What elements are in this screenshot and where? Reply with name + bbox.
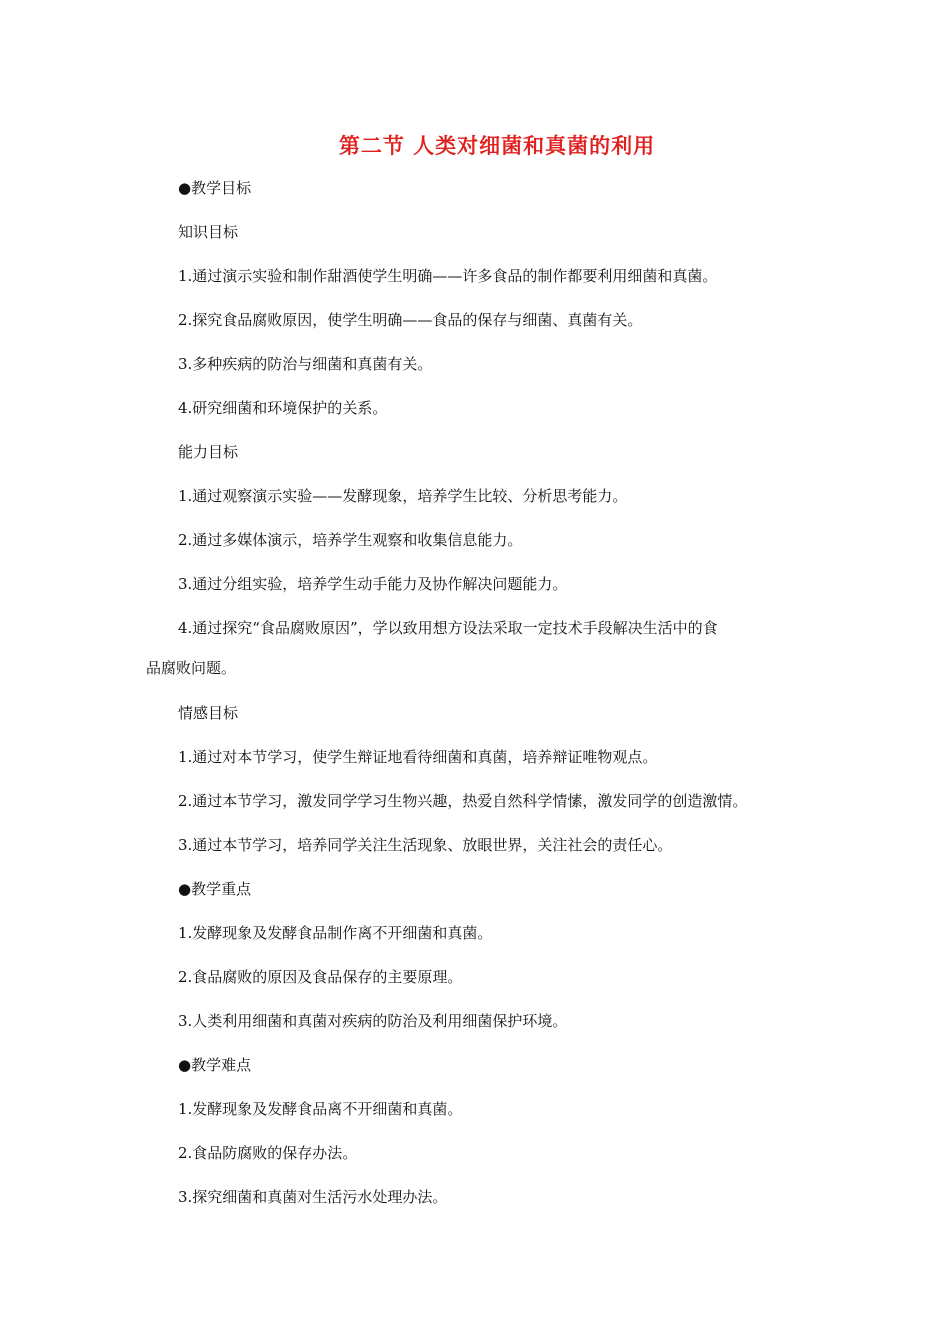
ability-item-4: 4.通过探究“食品腐败原因”，学以致用想方设法采取一定技术手段解决生活中的食 bbox=[178, 619, 718, 637]
subheading-knowledge-goals: 知识目标 bbox=[178, 223, 239, 241]
heading-difficult-points: ●教学难点 bbox=[178, 1056, 252, 1074]
difficult-point-2: 2.食品防腐败的保存办法。 bbox=[178, 1144, 358, 1162]
key-point-3: 3.人类利用细菌和真菌对疾病的防治及利用细菌保护环境。 bbox=[178, 1012, 568, 1030]
ability-item-4-continued: 品腐败问题。 bbox=[146, 659, 237, 677]
ability-item-2: 2.通过多媒体演示，培养学生观察和收集信息能力。 bbox=[178, 531, 523, 549]
page-title: 第二节 人类对细菌和真菌的利用 bbox=[338, 134, 656, 158]
subheading-emotion-goals: 情感目标 bbox=[178, 704, 239, 722]
knowledge-item-3: 3.多种疾病的防治与细菌和真菌有关。 bbox=[178, 355, 433, 373]
heading-key-points: ●教学重点 bbox=[178, 880, 252, 898]
ability-item-3: 3.通过分组实验，培养学生动手能力及协作解决问题能力。 bbox=[178, 575, 568, 593]
ability-item-1: 1.通过观察演示实验——发酵现象，培养学生比较、分析思考能力。 bbox=[178, 487, 628, 505]
emotion-item-3: 3.通过本节学习，培养同学关注生活现象、放眼世界，关注社会的责任心。 bbox=[178, 836, 673, 854]
key-point-1: 1.发酵现象及发酵食品制作离不开细菌和真菌。 bbox=[178, 924, 493, 942]
subheading-ability-goals: 能力目标 bbox=[178, 443, 239, 461]
difficult-point-1: 1.发酵现象及发酵食品离不开细菌和真菌。 bbox=[178, 1100, 463, 1118]
knowledge-item-2: 2.探究食品腐败原因，使学生明确——食品的保存与细菌、真菌有关。 bbox=[178, 311, 643, 329]
knowledge-item-1: 1.通过演示实验和制作甜酒使学生明确——许多食品的制作都要利用细菌和真菌。 bbox=[178, 267, 718, 285]
key-point-2: 2.食品腐败的原因及食品保存的主要原理。 bbox=[178, 968, 463, 986]
knowledge-item-4: 4.研究细菌和环境保护的关系。 bbox=[178, 399, 388, 417]
heading-teaching-goals: ●教学目标 bbox=[178, 179, 252, 197]
emotion-item-2: 2.通过本节学习，激发同学学习生物兴趣，热爱自然科学情愫，激发同学的创造激情。 bbox=[178, 792, 748, 810]
difficult-point-3: 3.探究细菌和真菌对生活污水处理办法。 bbox=[178, 1188, 448, 1206]
emotion-item-1: 1.通过对本节学习，使学生辩证地看待细菌和真菌，培养辩证唯物观点。 bbox=[178, 748, 658, 766]
